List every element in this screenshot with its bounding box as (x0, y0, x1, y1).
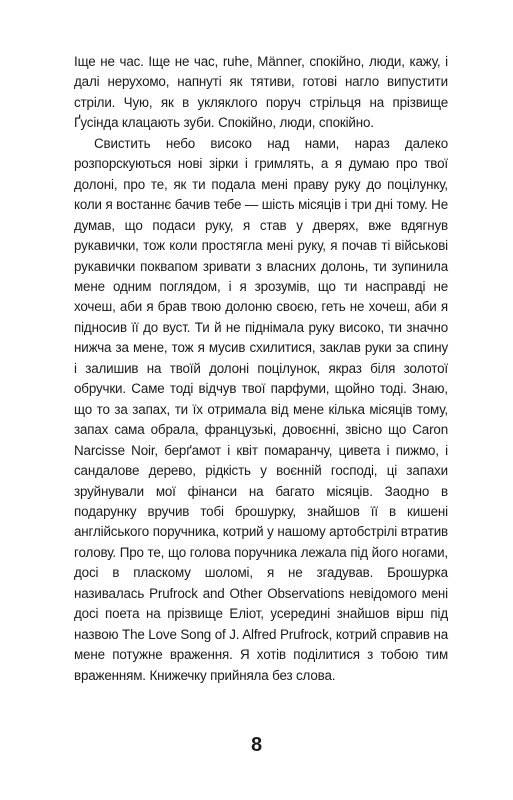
paragraph-2: Свистить небо високо над нами, нараз далеко розпорскуються нові зірки і гримлять, а я думаю про твої долоні, про те, як ти подала мені праву руку до поцілунку, коли я востаннє бачив тебе — шість місяців і три дні тому. Не думав, що подаси руку, я став у дверях, вже вдягнув рукавички, тож коли простягла мені руку, я почав ті військові рукавички поквапом зривати з власних долонь, ти зупинила мене одним поглядом, і я зрозумів, що ти насправді не хочеш, аби я брав твою долоню своєю, геть не хочеш, аби я підносив її до вуст. Ти й не піднімала руку високо, ти значно нижча за мене, тож я мусив схилитися, заклав руки за спину і залишив на твоїй долоні поцілунок, якраз біля золотої обручки. Саме тоді відчув твої парфуми, щойно тоді. Знаю, що то за запах, ти їх отримала від мене кілька місяців тому, запах сама обрала, французькі, довоєнні, звісно що Caron Narcisse Noir, берґамот і квіт помаранчу, цивета і пижмо, і сандалове дерево, рідкість у воєнній господі, ці запахи зруйнували мої фінанси на багато місяців. Заодно в подарунку вручив тобі брошурку, знайшов її в кишені англійського поручника, котрий у нашому артобстрілі втратив голову. Про те, що голова поручника лежала під його ногами, досі в пласкому шоломі, я не згадував. Брошурка називалась Prufrock and Other Observations невідомого мені досі поета на прізвище Еліот, усередині знайшов вірш під назвою The Love Song of J. Alfred Prufrock, котрий справив на мене потужне враження. Я хотів поділитися з тобою тим враженням. Книжечку прийняла без слова. (74, 135, 448, 683)
paragraph-1: Іще не час. Іще не час, ruhe, Männer, спокійно, люди, кажу, і далі нерухомо, напнуті як тятиви, готові нагло випустити стріли. Чую, як в укляклого поруч стрільця на прізвище Ґусінда клацають зуби. Спокійно, люди, спокійно. (74, 54, 448, 131)
page-number: 8 (250, 734, 263, 756)
body-text (74, 52, 448, 686)
